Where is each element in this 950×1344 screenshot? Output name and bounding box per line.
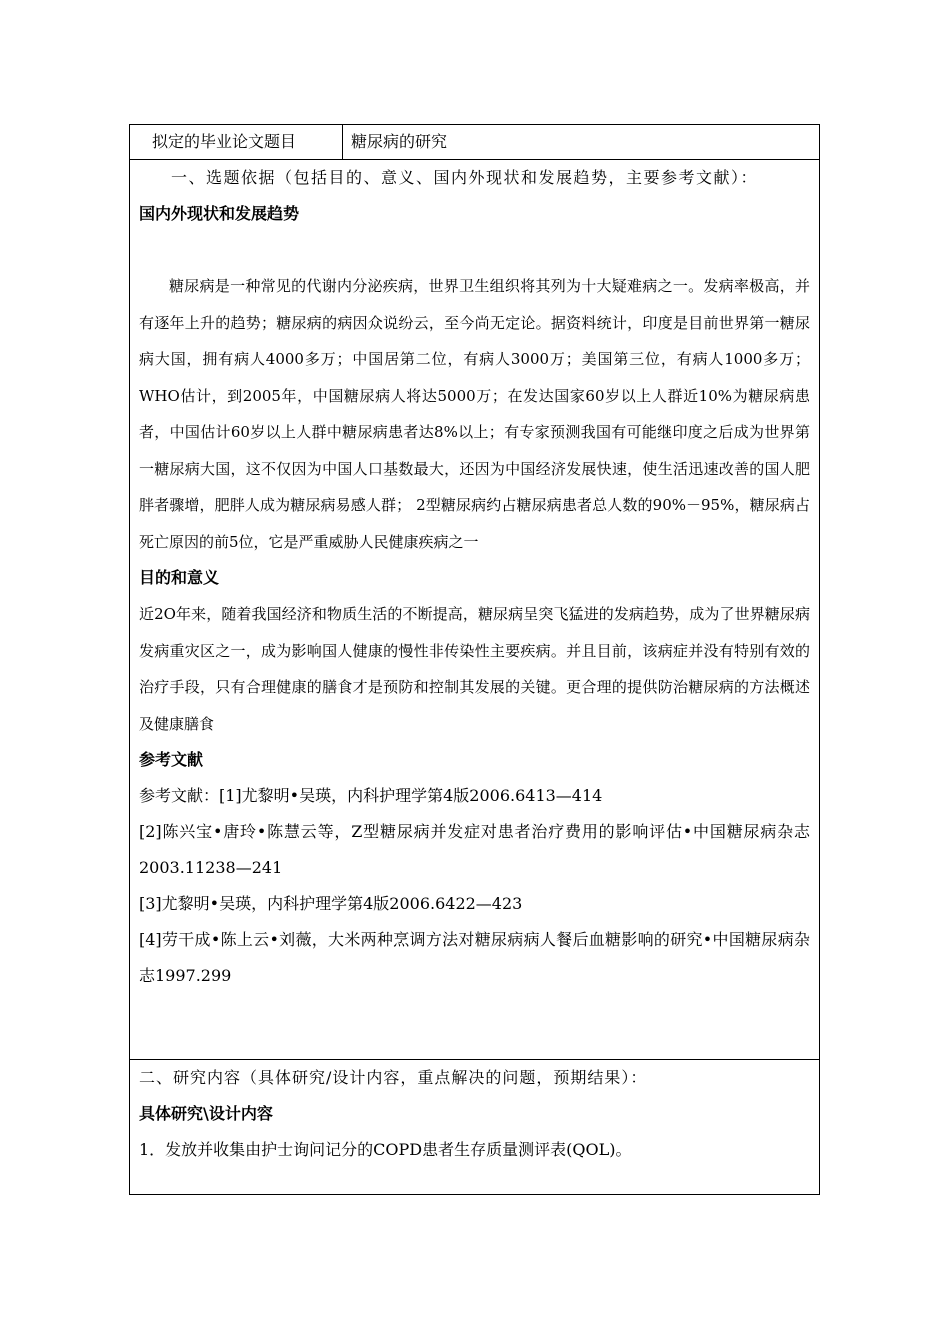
reference-item: [4]劳干成•陈上云•刘薇，大米两种烹调方法对糖尿病病人餐后血糖影响的研究•中国糖尿病杂志1997.299 xyxy=(139,930,810,985)
refs-heading: 参考文献 xyxy=(139,750,204,769)
section1-row xyxy=(130,160,820,1060)
section2-row xyxy=(130,1060,820,1195)
proposal-form-table xyxy=(129,124,820,1195)
reference-item: [2]陈兴宝•唐玲•陈慧云等，Z型糖尿病并发症对患者治疗费用的影响评估•中国糖尿病杂志2003.11238—241 xyxy=(139,822,810,877)
reference-item: 参考文献：[1]尤黎明•吴瑛，内科护理学第4版2006.6413—414 xyxy=(139,786,603,805)
design-heading: 具体研究\设计内容 xyxy=(139,1104,273,1123)
thesis-title-value: 糖尿病的研究 xyxy=(343,125,820,160)
status-body: 糖尿病是一种常见的代谢内分泌疾病，世界卫生组织将其列为十大疑难病之一。发病率极高，并有逐年上升的趋势；糖尿病的病因众说纷云，至今尚无定论。据资料统计，印度是目前世界第一糖尿病大国，拥有病人4000多万；中国居第二位，有病人3000万；美国第三位，有病人1000多万；WHO估计，到2005年，中国糖尿病人将达5000万；在发达国家60岁以上人群近10%为糖尿病患者，中国估计60岁以上人群中糖尿病患者达8%以上；有专家预测我国有可能继印度之后成为世界第一糖尿病大国，这不仅因为中国人口基数最大，还因为中国经济发展快速，使生活迅速改善的国人肥胖者骤增，肥胖人成为糖尿病易感人群； 2型糖尿病约占糖尿病患者总人数的90%－95%，糖尿病占死亡原因的前5位，它是严重威胁人民健康疾病之一 xyxy=(139,277,810,551)
purpose-heading: 目的和意义 xyxy=(139,568,220,587)
design-item: 1．发放并收集由护士询问记分的COPD患者生存质量测评表(QOL)。 xyxy=(139,1140,632,1159)
section2-intro: 二、研究内容（具体研究/设计内容，重点解决的问题，预期结果）： xyxy=(139,1068,648,1087)
section1-intro: 一、选题依据（包括目的、意义、国内外现状和发展趋势，主要参考文献）： xyxy=(171,168,759,187)
thesis-title-label: 拟定的毕业论文题目 xyxy=(130,125,343,160)
thesis-title-row xyxy=(130,125,820,160)
section1-cell xyxy=(130,160,820,1060)
status-heading: 国内外现状和发展趋势 xyxy=(139,204,300,223)
blank-line xyxy=(139,232,810,268)
purpose-body: 近2O年来，随着我国经济和物质生活的不断提高，糖尿病呈突飞猛进的发病趋势，成为了世界糖尿病发病重灾区之一，成为影响国人健康的慢性非传染性主要疾病。并且目前，该病症并没有特别有效的治疗手段，只有合理健康的膳食才是预防和控制其发展的关键。更合理的提供防治糖尿病的方法概述及健康膳食 xyxy=(139,605,810,733)
reference-item: [3]尤黎明•吴瑛，内科护理学第4版2006.6422—423 xyxy=(139,894,523,913)
section2-cell xyxy=(130,1060,820,1195)
